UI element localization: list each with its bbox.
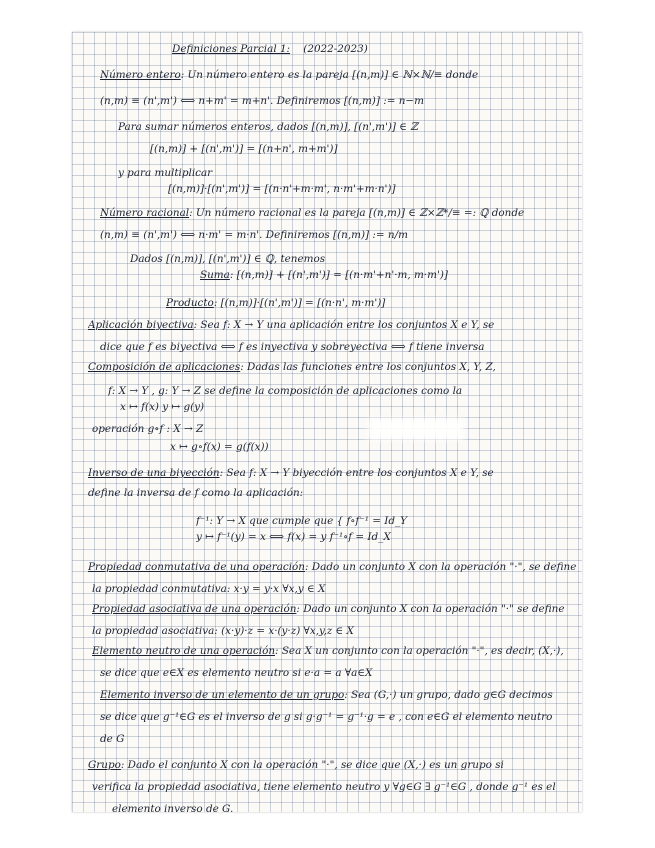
definition-term: Número entero: [100, 69, 181, 81]
note-line: [196, 530, 576, 544]
year-label: (2022-2023): [303, 43, 368, 55]
note-line: [92, 780, 576, 794]
note-text: : [(n,m)]·[(n',m')] = [(n·n', m·m')]: [213, 297, 386, 309]
note-text: : Sea f: X → Y una aplicación entre los conjuntos X e Y, se: [193, 319, 495, 331]
note-line: [168, 182, 576, 196]
note-line: [130, 252, 576, 266]
page-title: Definiciones Parcial 1: (2022-2023): [172, 43, 368, 55]
note-text: : Sea f: X → Y biyección entre los conjuntos X e Y, se: [219, 467, 494, 479]
note-line: [150, 142, 576, 156]
note-line: [88, 360, 576, 374]
note-text: : Sea (G,·) un grupo, dado g∈G decimos: [344, 689, 553, 701]
note-text: se dice que g⁻¹∈G es el inverso de g si g·g⁻¹ = g⁻¹·g = e , con e∈G el elemento neutro: [100, 711, 553, 723]
note-text: elemento inverso de G.: [112, 803, 234, 812]
note-text: Para sumar números enteros, dados [(n,m)], [(n',m')] ∈ ℤ: [118, 121, 418, 133]
note-line: [108, 384, 576, 398]
definition-term: Elemento neutro de una operación: [92, 645, 276, 657]
note-text: : Un número entero es la pareja [(n,m)] ∈ ℕ×ℕ/≡ donde: [180, 69, 479, 81]
definition-term: Número racional: [100, 207, 190, 219]
note-line: [112, 802, 576, 812]
note-line: [100, 68, 576, 82]
note-line: [118, 166, 576, 180]
note-line: [92, 422, 576, 436]
note-line: [88, 318, 576, 332]
note-line: [100, 340, 576, 354]
note-text: de G: [100, 733, 125, 745]
note-text: y ↦ f⁻¹(y) = x ⟺ f(x) = y f⁻¹∘f = Id_X: [196, 531, 391, 543]
note-line: [88, 466, 576, 480]
note-text: : Dado el conjunto X con la operación "·", se dice que (X,·) es un grupo si: [120, 759, 504, 771]
note-text: y para multiplicar: [118, 167, 213, 179]
note-text: dice que f es biyectiva ⟺ f es inyectiva y sobreyectiva ⟺ f tiene inversa: [100, 341, 485, 353]
note-line: [170, 440, 576, 454]
definition-term: Propiedad conmutativa de una operación: [88, 561, 305, 573]
note-line: [100, 94, 576, 108]
note-text: [(n,m)] + [(n',m')] = [(n+n', m+m')]: [150, 143, 338, 155]
note-line: [88, 560, 576, 574]
definition-term: Elemento inverso de un elemento de un grupo: [100, 689, 345, 701]
note-text: Dados [(n,m)], [(n',m')] ∈ ℚ, tenemos: [130, 253, 326, 265]
erased-area: [368, 418, 464, 440]
note-line: [92, 602, 576, 616]
note-line: [92, 582, 576, 596]
note-text: : Dado un conjunto X con la operación "·", se define: [304, 561, 576, 573]
note-line: [100, 206, 576, 220]
note-line: [88, 486, 576, 500]
note-line: [196, 514, 576, 528]
note-text: : [(n,m)] + [(n',m')] = [(n·m'+n'·m, m·m')]: [229, 269, 448, 281]
notebook-page: [72, 32, 582, 812]
note-text: verifica la propiedad asociativa, tiene elemento neutro y ∀g∈G ∃ g⁻¹∈G , donde g⁻¹ es el: [92, 781, 556, 793]
note-text: : Un número racional es la pareja [(n,m)] ∈ ℤ×ℤ*/≡ =: ℚ donde: [189, 207, 525, 219]
definition-term: Aplicación biyectiva: [88, 319, 194, 331]
note-text: (n,m) ≡ (n',m') ⟺ n·m' = m·n'. Definiremos [(n,m)] := n/m: [100, 229, 408, 241]
definition-term: Producto: [166, 297, 214, 309]
note-line: [120, 400, 576, 414]
note-line: [100, 710, 576, 724]
note-text: f: X → Y , g: Y → Z se define la composición de aplicaciones como la: [108, 385, 463, 397]
note-line: [92, 624, 576, 638]
note-text: la propiedad asociativa: (x·y)·z = x·(y·z) ∀x,y,z ∈ X: [92, 625, 354, 637]
note-line: [92, 644, 576, 658]
note-text: la propiedad conmutativa: x·y = y·x ∀x,y ∈ X: [92, 583, 326, 595]
note-text: define la inversa de f como la aplicación:: [88, 487, 304, 499]
definition-term: Composición de aplicaciones: [88, 361, 241, 373]
note-text: : Sea X un conjunto con la operación "·", es decir, (X,·),: [275, 645, 564, 657]
definition-term: Propiedad asociativa de una operación: [92, 603, 297, 615]
definition-term: Grupo: [88, 759, 121, 771]
note-line: [166, 296, 576, 310]
note-text: [(n,m)]·[(n',m')] = [(n·n'+m·m', n·m'+m·n')]: [168, 183, 396, 195]
note-text: x ↦ f(x) y ↦ g(y): [120, 401, 205, 413]
note-line: [100, 666, 576, 680]
definition-term: Inverso de una biyección: [88, 467, 220, 479]
note-text: : Dadas las funciones entre los conjuntos X, Y, Z,: [240, 361, 496, 373]
note-text: se dice que e∈X es elemento neutro si e·a = a ∀a∈X: [100, 667, 373, 679]
note-line: [100, 688, 576, 702]
note-line: [100, 228, 576, 242]
note-line: [118, 120, 576, 134]
note-text: operación g∘f : X → Z: [92, 423, 204, 435]
note-line: [200, 268, 576, 282]
definition-term: Suma: [200, 269, 230, 281]
note-line: [88, 758, 576, 772]
note-text: (n,m) ≡ (n',m') ⟺ n+m' = m+n'. Definiremos [(n,m)] := n−m: [100, 95, 424, 107]
note-text: x ↦ g∘f(x) = g(f(x)): [170, 441, 269, 453]
note-text: : Dado un conjunto X con la operación "·" se define: [296, 603, 565, 615]
note-line: [100, 732, 576, 746]
note-text: f⁻¹: Y → X que cumple que { f∘f⁻¹ = Id_Y: [196, 515, 408, 527]
